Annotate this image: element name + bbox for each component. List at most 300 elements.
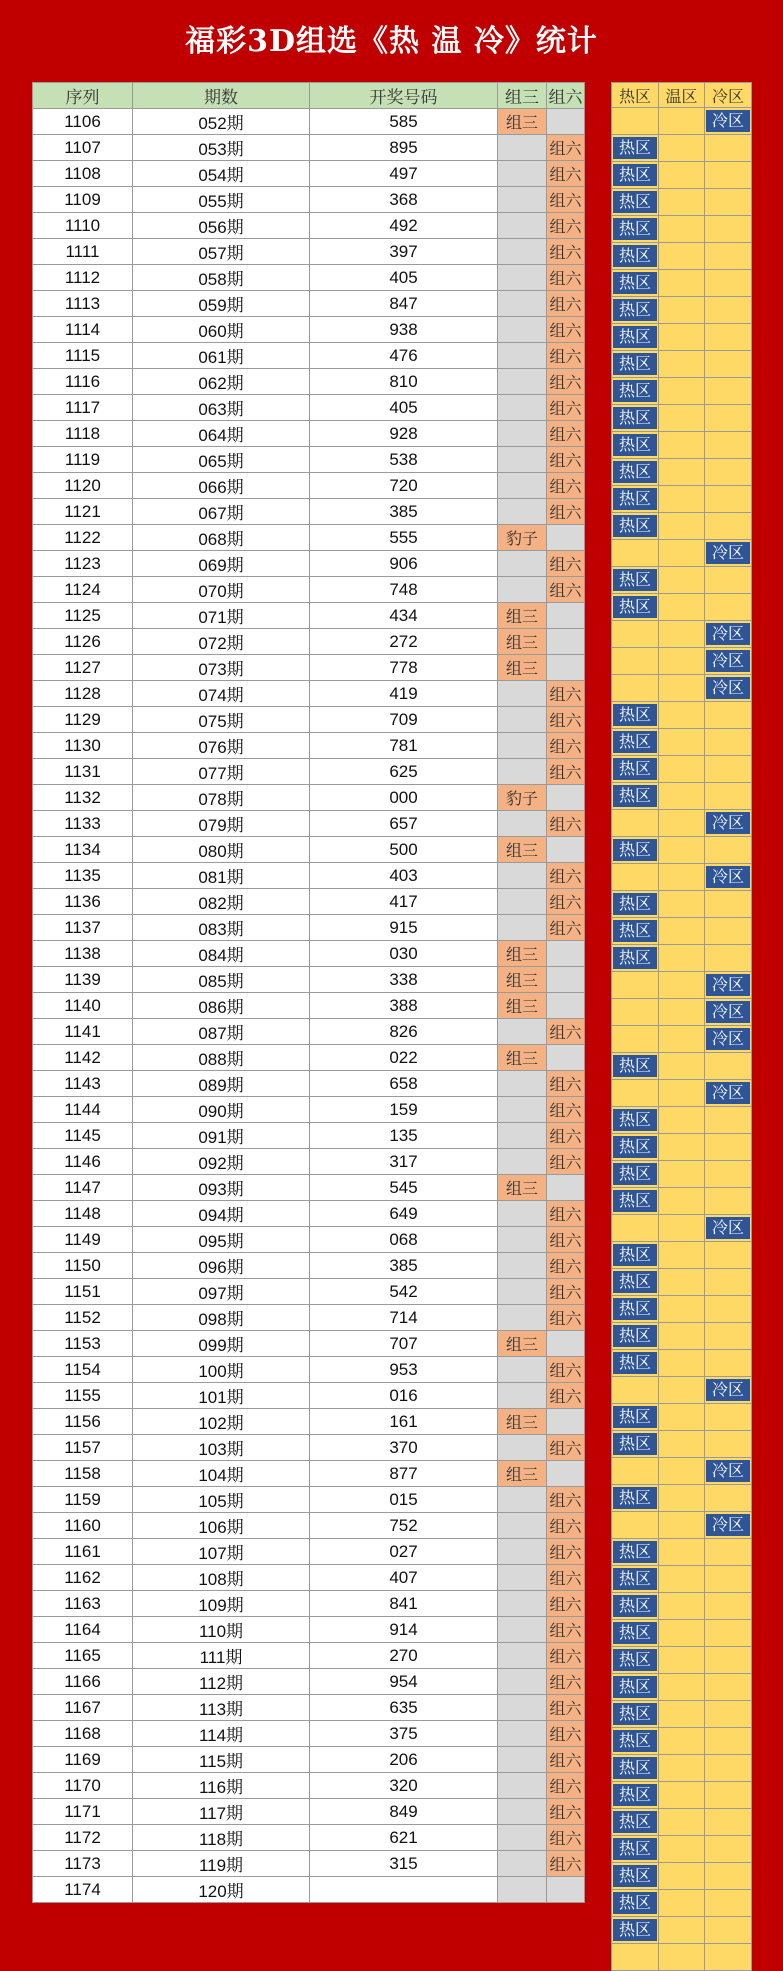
winning-number-cell: 781 [310, 733, 498, 759]
cold-zone-cell [705, 810, 752, 837]
zu-liu-cell: 组六 [547, 1513, 585, 1539]
hot-zone-cell [612, 1512, 659, 1539]
zu-san-cell [498, 317, 547, 343]
period-cell: 090期 [133, 1097, 310, 1123]
winning-number-cell: 938 [310, 317, 498, 343]
zone-row [612, 1134, 752, 1161]
table-row [33, 239, 585, 265]
cold-zone-cell [705, 1647, 752, 1674]
zone-marker: 热区 [613, 1730, 657, 1752]
zu-san-cell [498, 369, 547, 395]
zone-marker: 热区 [613, 1757, 657, 1779]
cold-zone-cell [705, 837, 752, 864]
table-row [33, 785, 585, 811]
zone-marker: 热区 [613, 461, 657, 483]
zu-san-cell: 组三 [498, 993, 547, 1019]
hot-zone-cell [612, 1944, 659, 1971]
period-cell: 099期 [133, 1331, 310, 1357]
hot-zone-cell [612, 1296, 659, 1323]
period-cell: 116期 [133, 1773, 310, 1799]
zu-liu-cell [547, 1877, 585, 1903]
zone-marker: 冷区 [706, 1082, 750, 1104]
winning-number-cell: 270 [310, 1643, 498, 1669]
hot-zone-cell [612, 270, 659, 297]
cold-zone-cell [705, 486, 752, 513]
winning-number-cell: 161 [310, 1409, 498, 1435]
warm-zone-cell [659, 216, 705, 243]
zu-liu-cell: 组六 [547, 759, 585, 785]
warm-zone-cell [659, 1107, 705, 1134]
zu-liu-cell: 组六 [547, 1695, 585, 1721]
zu-liu-cell: 组六 [547, 1799, 585, 1825]
zone-row [612, 1377, 752, 1404]
hot-zone-cell [612, 1080, 659, 1107]
zu-san-cell [498, 681, 547, 707]
winning-number-cell: 068 [310, 1227, 498, 1253]
zone-marker: 热区 [613, 1676, 657, 1698]
cold-zone-cell [705, 675, 752, 702]
warm-zone-cell [659, 1566, 705, 1593]
hot-zone-cell [612, 189, 659, 216]
period-cell: 080期 [133, 837, 310, 863]
zu-liu-cell [547, 1045, 585, 1071]
table-row [33, 135, 585, 161]
hot-zone-cell [612, 1539, 659, 1566]
zone-marker: 热区 [613, 1325, 657, 1347]
zu-san-cell [498, 239, 547, 265]
warm-zone-cell [659, 405, 705, 432]
seq-cell: 1126 [33, 629, 133, 655]
header-period: 期数 [133, 83, 310, 109]
zu-san-cell [498, 1201, 547, 1227]
zone-row [612, 1593, 752, 1620]
zone-row [612, 1215, 752, 1242]
winning-number-cell: 320 [310, 1773, 498, 1799]
zu-san-cell: 组三 [498, 109, 547, 135]
zone-marker: 热区 [613, 1541, 657, 1563]
zu-san-cell [498, 1227, 547, 1253]
seq-cell: 1138 [33, 941, 133, 967]
cold-zone-cell [705, 1269, 752, 1296]
warm-zone-cell [659, 891, 705, 918]
seq-cell: 1148 [33, 1201, 133, 1227]
seq-cell: 1136 [33, 889, 133, 915]
period-cell: 111期 [133, 1643, 310, 1669]
winning-number-cell: 388 [310, 993, 498, 1019]
hot-zone-cell [612, 324, 659, 351]
zone-row [612, 1863, 752, 1890]
period-cell: 108期 [133, 1565, 310, 1591]
period-cell: 114期 [133, 1721, 310, 1747]
warm-zone-cell [659, 1188, 705, 1215]
cold-zone-cell [705, 1782, 752, 1809]
table-row [33, 447, 585, 473]
table-row [33, 1669, 585, 1695]
warm-zone-cell [659, 1593, 705, 1620]
zone-row [612, 1674, 752, 1701]
period-cell: 117期 [133, 1799, 310, 1825]
period-cell: 104期 [133, 1461, 310, 1487]
zu-san-cell [498, 1643, 547, 1669]
table-row [33, 1591, 585, 1617]
zone-row [612, 1890, 752, 1917]
period-cell: 120期 [133, 1877, 310, 1903]
hot-zone-cell [612, 891, 659, 918]
zone-row [612, 999, 752, 1026]
zu-liu-cell: 组六 [547, 1851, 585, 1877]
zone-marker: 热区 [613, 191, 657, 213]
zu-san-cell [498, 889, 547, 915]
warm-zone-cell [659, 999, 705, 1026]
zu-liu-cell: 组六 [547, 577, 585, 603]
hot-zone-cell [612, 1269, 659, 1296]
zone-marker: 热区 [613, 488, 657, 510]
warm-zone-cell [659, 189, 705, 216]
zone-row [612, 702, 752, 729]
zu-liu-cell: 组六 [547, 707, 585, 733]
winning-number-cell: 368 [310, 187, 498, 213]
seq-cell: 1141 [33, 1019, 133, 1045]
seq-cell: 1146 [33, 1149, 133, 1175]
zu-liu-cell [547, 525, 585, 551]
winning-number-cell: 022 [310, 1045, 498, 1071]
period-cell: 095期 [133, 1227, 310, 1253]
cold-zone-cell [705, 513, 752, 540]
period-cell: 093期 [133, 1175, 310, 1201]
table-row [33, 1383, 585, 1409]
cold-zone-cell [705, 1107, 752, 1134]
table-row [33, 1227, 585, 1253]
zone-row [612, 1080, 752, 1107]
table-row [33, 1513, 585, 1539]
table-row [33, 811, 585, 837]
zone-marker: 冷区 [706, 812, 750, 834]
period-cell: 089期 [133, 1071, 310, 1097]
winning-number-cell: 826 [310, 1019, 498, 1045]
seq-cell: 1171 [33, 1799, 133, 1825]
warm-zone-cell [659, 1890, 705, 1917]
seq-cell: 1119 [33, 447, 133, 473]
winning-number-cell: 497 [310, 161, 498, 187]
hot-zone-cell [612, 1890, 659, 1917]
seq-cell: 1109 [33, 187, 133, 213]
table-row [33, 1097, 585, 1123]
period-cell: 110期 [133, 1617, 310, 1643]
zu-san-cell [498, 265, 547, 291]
winning-number-cell: 720 [310, 473, 498, 499]
zu-san-cell [498, 1357, 547, 1383]
seq-cell: 1135 [33, 863, 133, 889]
seq-cell: 1163 [33, 1591, 133, 1617]
cold-zone-cell [705, 1053, 752, 1080]
cold-zone-cell [705, 1485, 752, 1512]
period-cell: 103期 [133, 1435, 310, 1461]
cold-zone-cell [705, 1512, 752, 1539]
hot-zone-cell [612, 1728, 659, 1755]
warm-zone-cell [659, 135, 705, 162]
warm-zone-cell [659, 1917, 705, 1944]
zone-marker: 热区 [613, 1487, 657, 1509]
zu-san-cell [498, 1747, 547, 1773]
zone-row [612, 1512, 752, 1539]
zone-row [612, 1026, 752, 1053]
zu-san-cell [498, 1669, 547, 1695]
winning-number-cell: 338 [310, 967, 498, 993]
period-cell: 098期 [133, 1305, 310, 1331]
winning-number-cell: 658 [310, 1071, 498, 1097]
period-cell: 119期 [133, 1851, 310, 1877]
winning-number-cell: 748 [310, 577, 498, 603]
zone-row [612, 1188, 752, 1215]
zone-row [612, 621, 752, 648]
period-cell: 107期 [133, 1539, 310, 1565]
period-cell: 084期 [133, 941, 310, 967]
hot-zone-cell [612, 675, 659, 702]
table-row [33, 369, 585, 395]
hot-zone-cell [612, 540, 659, 567]
hot-zone-cell [612, 1863, 659, 1890]
winning-number-cell: 895 [310, 135, 498, 161]
seq-cell: 1170 [33, 1773, 133, 1799]
hot-zone-cell [612, 972, 659, 999]
hot-zone-cell [612, 1701, 659, 1728]
zu-san-cell: 组三 [498, 655, 547, 681]
period-cell: 070期 [133, 577, 310, 603]
table-row [33, 941, 585, 967]
winning-number-cell: 555 [310, 525, 498, 551]
zu-san-cell: 组三 [498, 967, 547, 993]
hot-zone-cell [612, 351, 659, 378]
zone-marker: 热区 [613, 1055, 657, 1077]
seq-cell: 1147 [33, 1175, 133, 1201]
zu-liu-cell: 组六 [547, 369, 585, 395]
zu-liu-cell: 组六 [547, 1149, 585, 1175]
zu-san-cell [498, 1773, 547, 1799]
cold-zone-cell [705, 1161, 752, 1188]
zone-marker: 热区 [613, 1136, 657, 1158]
zone-row [612, 837, 752, 864]
winning-number-cell: 015 [310, 1487, 498, 1513]
period-cell: 081期 [133, 863, 310, 889]
winning-number-cell: 272 [310, 629, 498, 655]
winning-number-cell: 877 [310, 1461, 498, 1487]
zone-marker: 热区 [613, 704, 657, 726]
cold-zone-cell [705, 648, 752, 675]
zu-san-cell [498, 1617, 547, 1643]
zone-row [612, 513, 752, 540]
period-cell: 077期 [133, 759, 310, 785]
hot-zone-cell [612, 405, 659, 432]
zone-marker: 热区 [613, 1298, 657, 1320]
zone-row [612, 1323, 752, 1350]
winning-number-cell: 476 [310, 343, 498, 369]
zone-marker: 冷区 [706, 542, 750, 564]
seq-cell: 1108 [33, 161, 133, 187]
zu-liu-cell [547, 1331, 585, 1357]
seq-cell: 1140 [33, 993, 133, 1019]
period-cell: 118期 [133, 1825, 310, 1851]
period-cell: 082期 [133, 889, 310, 915]
table-row [33, 1331, 585, 1357]
seq-cell: 1174 [33, 1877, 133, 1903]
period-cell: 060期 [133, 317, 310, 343]
warm-zone-cell [659, 594, 705, 621]
warm-zone-cell [659, 1134, 705, 1161]
period-cell: 106期 [133, 1513, 310, 1539]
cold-zone-cell [705, 729, 752, 756]
hot-zone-cell [612, 1674, 659, 1701]
zu-san-cell [498, 1487, 547, 1513]
seq-cell: 1118 [33, 421, 133, 447]
winning-number-cell: 405 [310, 265, 498, 291]
table-row [33, 1019, 585, 1045]
hot-zone-cell [612, 1755, 659, 1782]
zu-liu-cell: 组六 [547, 1201, 585, 1227]
zu-liu-cell: 组六 [547, 1357, 585, 1383]
warm-zone-cell [659, 1161, 705, 1188]
warm-zone-cell [659, 1674, 705, 1701]
period-cell: 096期 [133, 1253, 310, 1279]
zone-row [612, 1458, 752, 1485]
table-row [33, 1721, 585, 1747]
cold-zone-cell [705, 999, 752, 1026]
table-row [33, 889, 585, 915]
zu-liu-cell: 组六 [547, 187, 585, 213]
zu-san-cell [498, 1149, 547, 1175]
winning-number-cell: 709 [310, 707, 498, 733]
seq-cell: 1169 [33, 1747, 133, 1773]
table-row [33, 1695, 585, 1721]
zone-row [612, 756, 752, 783]
period-cell: 058期 [133, 265, 310, 291]
seq-cell: 1168 [33, 1721, 133, 1747]
hot-zone-cell [612, 513, 659, 540]
zone-marker: 热区 [613, 1163, 657, 1185]
zone-marker: 冷区 [706, 677, 750, 699]
zone-row [612, 1161, 752, 1188]
zu-liu-cell: 组六 [547, 889, 585, 915]
header-hot-zone: 热区 [612, 83, 659, 108]
hot-zone-cell [612, 1404, 659, 1431]
zu-san-cell: 组三 [498, 629, 547, 655]
table-row [33, 187, 585, 213]
cold-zone-cell [705, 243, 752, 270]
cold-zone-cell [705, 1593, 752, 1620]
warm-zone-cell [659, 1701, 705, 1728]
period-cell: 085期 [133, 967, 310, 993]
warm-zone-cell [659, 945, 705, 972]
seq-cell: 1112 [33, 265, 133, 291]
zu-san-cell [498, 213, 547, 239]
warm-zone-cell [659, 243, 705, 270]
hot-zone-cell [612, 1215, 659, 1242]
seq-cell: 1144 [33, 1097, 133, 1123]
zone-row [612, 405, 752, 432]
warm-zone-cell [659, 729, 705, 756]
winning-number-cell: 621 [310, 1825, 498, 1851]
seq-cell: 1160 [33, 1513, 133, 1539]
zone-row [612, 648, 752, 675]
winning-number-cell: 915 [310, 915, 498, 941]
zone-marker: 热区 [613, 1352, 657, 1374]
hot-zone-cell [612, 864, 659, 891]
seq-cell: 1125 [33, 603, 133, 629]
zu-liu-cell: 组六 [547, 291, 585, 317]
zone-row [612, 1053, 752, 1080]
seq-cell: 1155 [33, 1383, 133, 1409]
seq-cell: 1124 [33, 577, 133, 603]
zone-marker: 冷区 [706, 1460, 750, 1482]
zone-marker: 热区 [613, 326, 657, 348]
winning-number-cell: 419 [310, 681, 498, 707]
period-cell: 102期 [133, 1409, 310, 1435]
zone-row [612, 1350, 752, 1377]
cold-zone-cell [705, 1404, 752, 1431]
zu-san-cell [498, 863, 547, 889]
zu-liu-cell: 组六 [547, 1617, 585, 1643]
period-cell: 076期 [133, 733, 310, 759]
table-row [33, 1071, 585, 1097]
zone-marker: 热区 [613, 1865, 657, 1887]
zu-liu-cell: 组六 [547, 1643, 585, 1669]
seq-cell: 1149 [33, 1227, 133, 1253]
cold-zone-cell [705, 1431, 752, 1458]
winning-number-cell: 000 [310, 785, 498, 811]
warm-zone-cell [659, 270, 705, 297]
cold-zone-cell [705, 864, 752, 891]
table-row [33, 733, 585, 759]
table-row [33, 1357, 585, 1383]
table-row [33, 577, 585, 603]
zone-marker: 热区 [613, 893, 657, 915]
seq-cell: 1116 [33, 369, 133, 395]
hot-zone-cell [612, 486, 659, 513]
zone-marker: 热区 [613, 1703, 657, 1725]
seq-cell: 1129 [33, 707, 133, 733]
cold-zone-cell [705, 270, 752, 297]
seq-cell: 1121 [33, 499, 133, 525]
seq-cell: 1153 [33, 1331, 133, 1357]
winning-number-cell: 928 [310, 421, 498, 447]
hot-zone-cell [612, 1107, 659, 1134]
cold-zone-cell [705, 972, 752, 999]
zone-row [612, 1728, 752, 1755]
seq-cell: 1159 [33, 1487, 133, 1513]
seq-cell: 1106 [33, 109, 133, 135]
period-cell: 059期 [133, 291, 310, 317]
seq-cell: 1132 [33, 785, 133, 811]
warm-zone-cell [659, 972, 705, 999]
zu-liu-cell: 组六 [547, 1747, 585, 1773]
header-zu-san: 组三 [498, 83, 547, 109]
warm-zone-cell [659, 1377, 705, 1404]
cold-zone-cell [705, 1215, 752, 1242]
warm-zone-cell [659, 1404, 705, 1431]
zone-marker: 热区 [613, 596, 657, 618]
seq-cell: 1114 [33, 317, 133, 343]
winning-number-cell: 030 [310, 941, 498, 967]
table-row [33, 1617, 585, 1643]
winning-number-cell: 492 [310, 213, 498, 239]
zone-marker: 热区 [613, 164, 657, 186]
header-cold-zone: 冷区 [705, 83, 752, 108]
zone-marker: 冷区 [706, 650, 750, 672]
zu-liu-cell [547, 837, 585, 863]
cold-zone-cell [705, 891, 752, 918]
warm-zone-cell [659, 918, 705, 945]
seq-cell: 1172 [33, 1825, 133, 1851]
table-row [33, 1305, 585, 1331]
